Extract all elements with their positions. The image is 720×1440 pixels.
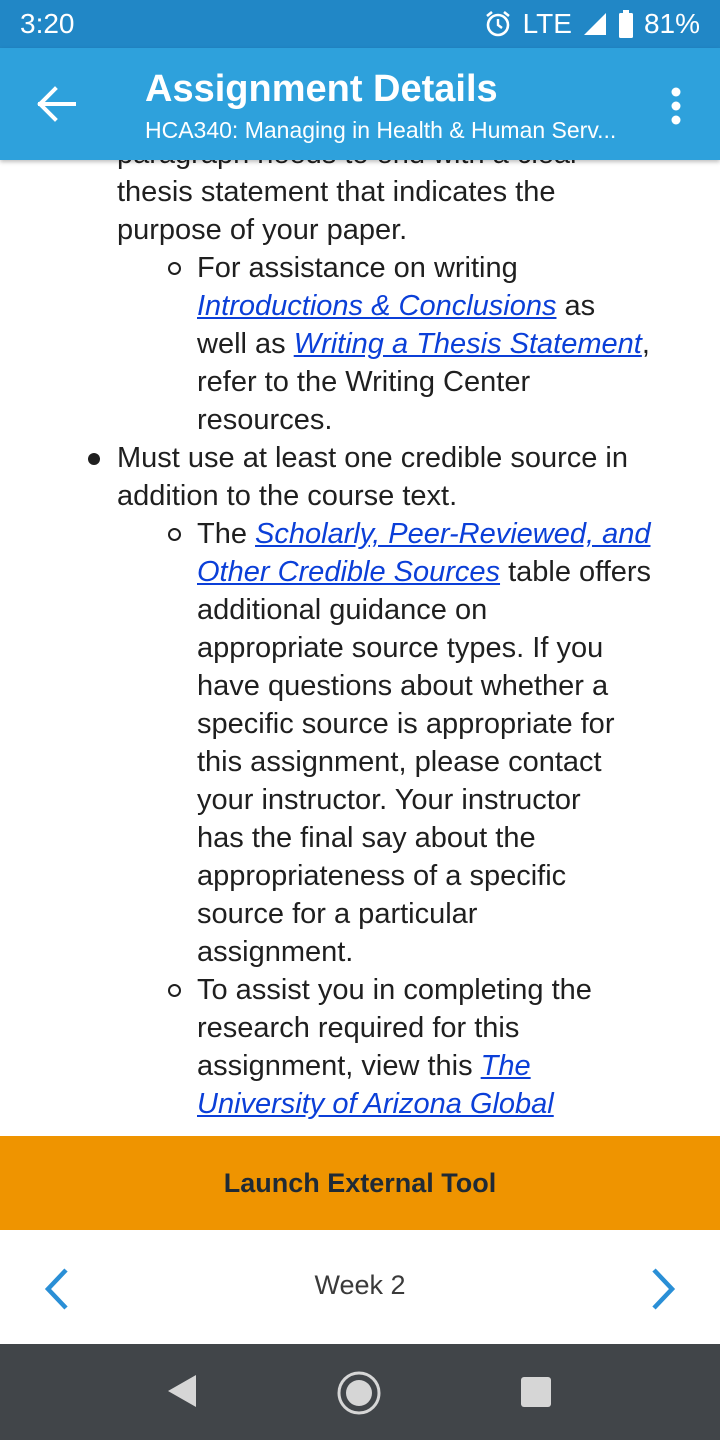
circle-bullet-icon bbox=[168, 262, 181, 275]
status-icons bbox=[483, 8, 700, 40]
back-button[interactable] bbox=[30, 84, 82, 124]
list-item-writing-help bbox=[0, 249, 720, 439]
text-line: Must use at least one credible source in bbox=[117, 442, 628, 474]
link-scholarly-sources-cont[interactable]: Other Credible Sources bbox=[197, 556, 501, 588]
link-thesis-statement[interactable]: Writing a Thesis Statement bbox=[293, 328, 642, 360]
circle-bullet-icon bbox=[168, 528, 181, 541]
circle-bullet-icon bbox=[168, 984, 181, 997]
text-line: To assist you in completing the bbox=[197, 974, 592, 1006]
text-line: source for a particular bbox=[197, 898, 478, 930]
nav-back-button[interactable] bbox=[166, 1374, 198, 1413]
week-label: Week 2 bbox=[314, 1270, 406, 1300]
list-item-credible-source bbox=[0, 439, 720, 515]
arrow-left-icon bbox=[30, 84, 82, 124]
list-item-research-guide bbox=[0, 971, 720, 1123]
text-fragment: as bbox=[556, 290, 596, 322]
week-navigation bbox=[0, 1230, 720, 1344]
link-scholarly-sources[interactable]: Scholarly, Peer-Reviewed, and bbox=[255, 518, 651, 550]
list-item-sources-table bbox=[0, 515, 720, 971]
nav-recents-icon[interactable] bbox=[521, 1377, 551, 1407]
network-label: LTE bbox=[522, 8, 572, 39]
text-fragment: assignment, view this bbox=[197, 1050, 481, 1082]
next-week-button[interactable] bbox=[646, 1266, 680, 1312]
overflow-menu-button[interactable] bbox=[664, 86, 688, 126]
disc-bullet-icon bbox=[88, 453, 100, 465]
signal-icon bbox=[582, 11, 608, 37]
text-line: this assignment, please contact bbox=[197, 746, 602, 778]
link-university-guide-cont[interactable]: University of Arizona Global bbox=[197, 1088, 554, 1120]
text-fragment: table offers bbox=[500, 556, 652, 588]
battery-percent: 81% bbox=[643, 8, 700, 39]
assignment-content[interactable] bbox=[0, 130, 720, 1136]
nav-back-icon bbox=[166, 1374, 198, 1408]
text-line: your instructor. Your instructor bbox=[197, 784, 581, 816]
app-bar bbox=[0, 48, 720, 160]
text-line: assignment. bbox=[197, 936, 354, 968]
text-line: resources. bbox=[197, 404, 333, 436]
text-line: additional guidance on bbox=[197, 594, 488, 626]
text-line: appropriate source types. If you bbox=[197, 632, 604, 664]
system-navigation-bar bbox=[0, 1344, 720, 1440]
text-line: For assistance on writing bbox=[197, 252, 518, 284]
chevron-right-icon bbox=[646, 1266, 680, 1312]
nav-home-icon bbox=[336, 1370, 382, 1416]
text-line: addition to the course text. bbox=[117, 480, 458, 512]
text-line: purpose of your paper. bbox=[117, 214, 408, 246]
page-title: Assignment Details bbox=[145, 68, 498, 110]
text-fragment: well as bbox=[197, 328, 294, 360]
more-vert-icon bbox=[664, 86, 688, 126]
text-line: have questions about whether a bbox=[197, 670, 609, 702]
link-introductions-conclusions[interactable]: Introductions & Conclusions bbox=[197, 290, 557, 322]
text-line: has the final say about the bbox=[197, 822, 536, 854]
text-line: refer to the Writing Center bbox=[197, 366, 531, 398]
text-line: research required for this bbox=[197, 1012, 520, 1044]
text-fragment: , bbox=[641, 328, 650, 360]
nav-home-button[interactable] bbox=[336, 1370, 382, 1421]
status-bar bbox=[0, 0, 720, 48]
launch-external-tool-button[interactable]: Launch External Tool bbox=[0, 1136, 720, 1230]
status-time: 3:20 bbox=[20, 8, 75, 39]
link-university-guide[interactable]: The bbox=[480, 1050, 531, 1082]
alarm-icon bbox=[483, 9, 513, 39]
battery-icon bbox=[618, 10, 634, 38]
course-subtitle: HCA340: Managing in Health & Human Serv... bbox=[145, 117, 617, 143]
title-block bbox=[145, 66, 645, 148]
text-line: appropriateness of a specific bbox=[197, 860, 567, 892]
text-line: specific source is appropriate for bbox=[197, 708, 615, 740]
text-line: thesis statement that indicates the bbox=[117, 176, 556, 208]
text-fragment: The bbox=[197, 518, 256, 550]
